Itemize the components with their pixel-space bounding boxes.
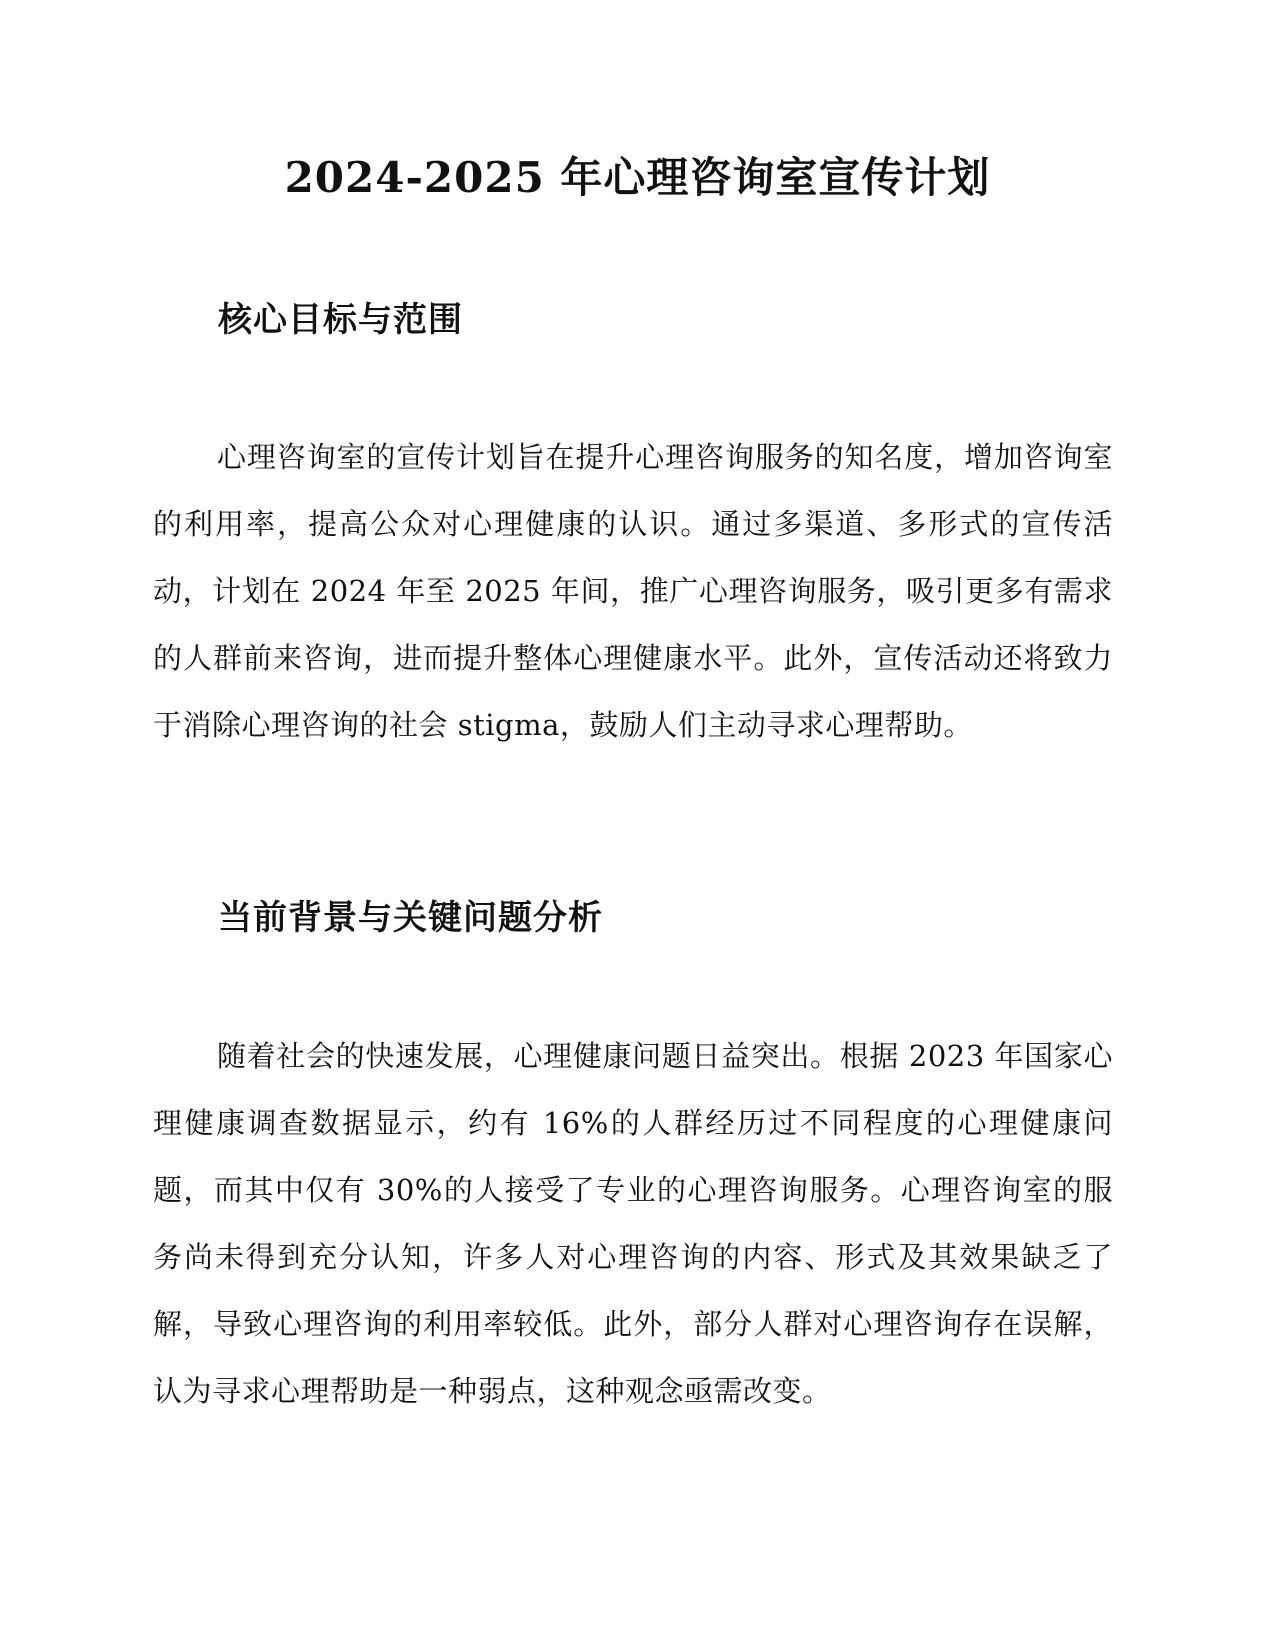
document-title: 2024-2025 年心理咨询室宣传计划	[284, 153, 991, 202]
section-paragraph-background-analysis: 随着社会的快速发展，心理健康问题日益突出。根据 2023 年国家心理健康调查数据显示，约有 16%的人群经历过不同程度的心理健康问题，而其中仅有 30%的人接受了专业的心理咨询服务。心理咨询室的服务尚未得到充分认知，许多人对心理咨询的内容、形式及其效果缺乏了解，导致心理咨询的利用率较低。此外，部分人群对心理咨询存在误解，认为寻求心理帮助是一种弱点，这种观念亟需改变。	[153, 1039, 1113, 1408]
section-heading-core-goals: 核心目标与范围	[218, 300, 463, 340]
section-paragraph-core-goals: 心理咨询室的宣传计划旨在提升心理咨询服务的知名度，增加咨询室的利用率，提高公众对心理健康的认识。通过多渠道、多形式的宣传活动，计划在 2024 年至 2025 年间，推广心理咨询服务，吸引更多有需求的人群前来咨询，进而提升整体心理健康水平。此外，宣传活动还将致力于消除心理咨询的社会 stigma，鼓励人们主动寻求心理帮助。	[153, 440, 1113, 742]
section-heading-background-analysis: 当前背景与关键问题分析	[218, 898, 603, 938]
